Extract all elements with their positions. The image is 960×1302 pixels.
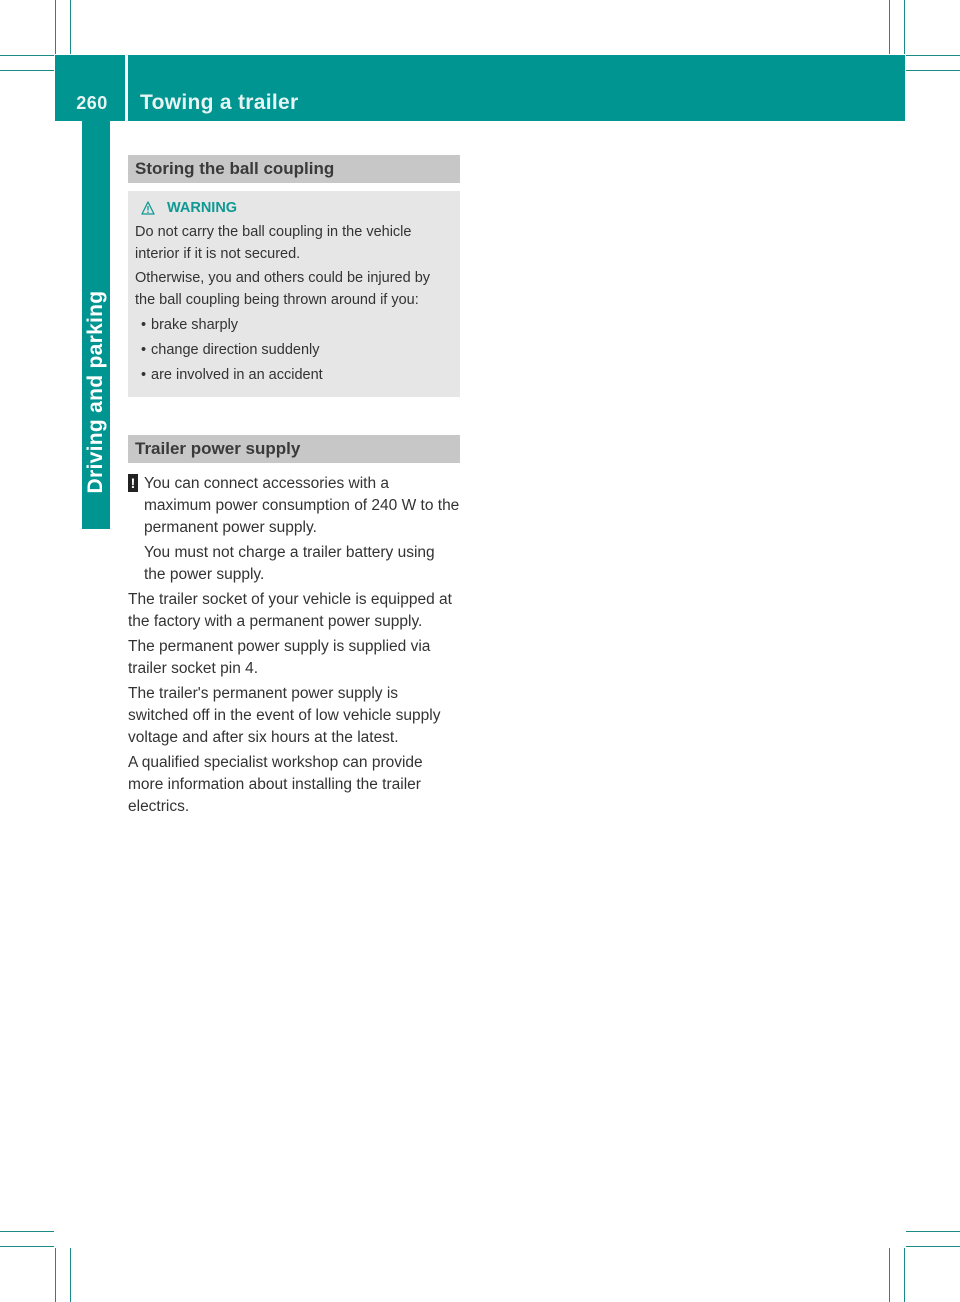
- crop-mark: [70, 0, 71, 54]
- body-paragraph: The trailer's permanent power supply is switched off in the event of low vehicle supply voltage and after six hours at the latest.: [128, 685, 441, 746]
- body-paragraph: A qualified specialist workshop can provide more information about installing the trailer electrics.: [128, 754, 423, 815]
- crop-mark: [889, 1248, 890, 1302]
- header-divider: [125, 55, 128, 121]
- crop-mark: [0, 70, 54, 71]
- warning-title: [135, 197, 453, 219]
- body-paragraph: The permanent power supply is supplied via trailer socket pin 4.: [128, 638, 431, 677]
- warning-text: Do not carry the ball coupling in the vehicle interior if it is not secured.: [135, 224, 412, 262]
- warning-text: Otherwise, you and others could be injured by the ball coupling being thrown around if you:: [135, 270, 431, 308]
- crop-mark: [906, 1246, 960, 1247]
- chapter-title: Towing a trailer: [140, 91, 299, 114]
- crop-mark: [0, 55, 54, 56]
- list-item: • brake sharply: [141, 317, 239, 333]
- crop-mark: [0, 1231, 54, 1232]
- warning-box: [128, 191, 460, 397]
- crop-mark: [906, 70, 960, 71]
- warning-label: WARNING: [167, 200, 238, 216]
- crop-mark: [904, 0, 905, 54]
- section-heading: Trailer power supply: [128, 435, 460, 463]
- body-paragraph: The trailer socket of your vehicle is equipped at the factory with a permanent power supply.: [128, 591, 452, 630]
- crop-mark: [70, 1248, 71, 1302]
- crop-mark: [55, 0, 56, 54]
- section-heading: Storing the ball coupling: [128, 155, 460, 183]
- page-number: 260: [76, 93, 108, 113]
- crop-mark: [906, 1231, 960, 1232]
- crop-mark: [55, 1248, 56, 1302]
- crop-mark: [906, 55, 960, 56]
- notice-text: You can connect accessories with a maximum power consumption of 240 W to the permanent power supply.: [144, 475, 460, 536]
- crop-mark: [0, 1246, 54, 1247]
- crop-mark: [889, 0, 890, 54]
- side-tab-label-wrap: [82, 255, 110, 529]
- crop-mark: [904, 1248, 905, 1302]
- warning-triangle-icon: [141, 201, 155, 215]
- exclamation-icon: !: [128, 474, 138, 492]
- notice-text: You must not charge a trailer battery using the power supply.: [144, 544, 435, 583]
- main-content: [128, 155, 460, 818]
- list-item: • change direction suddenly: [141, 342, 320, 358]
- side-tab-label: Driving and parking: [84, 290, 107, 494]
- notice-block: [128, 473, 460, 586]
- list-item: • are involved in an accident: [141, 367, 323, 383]
